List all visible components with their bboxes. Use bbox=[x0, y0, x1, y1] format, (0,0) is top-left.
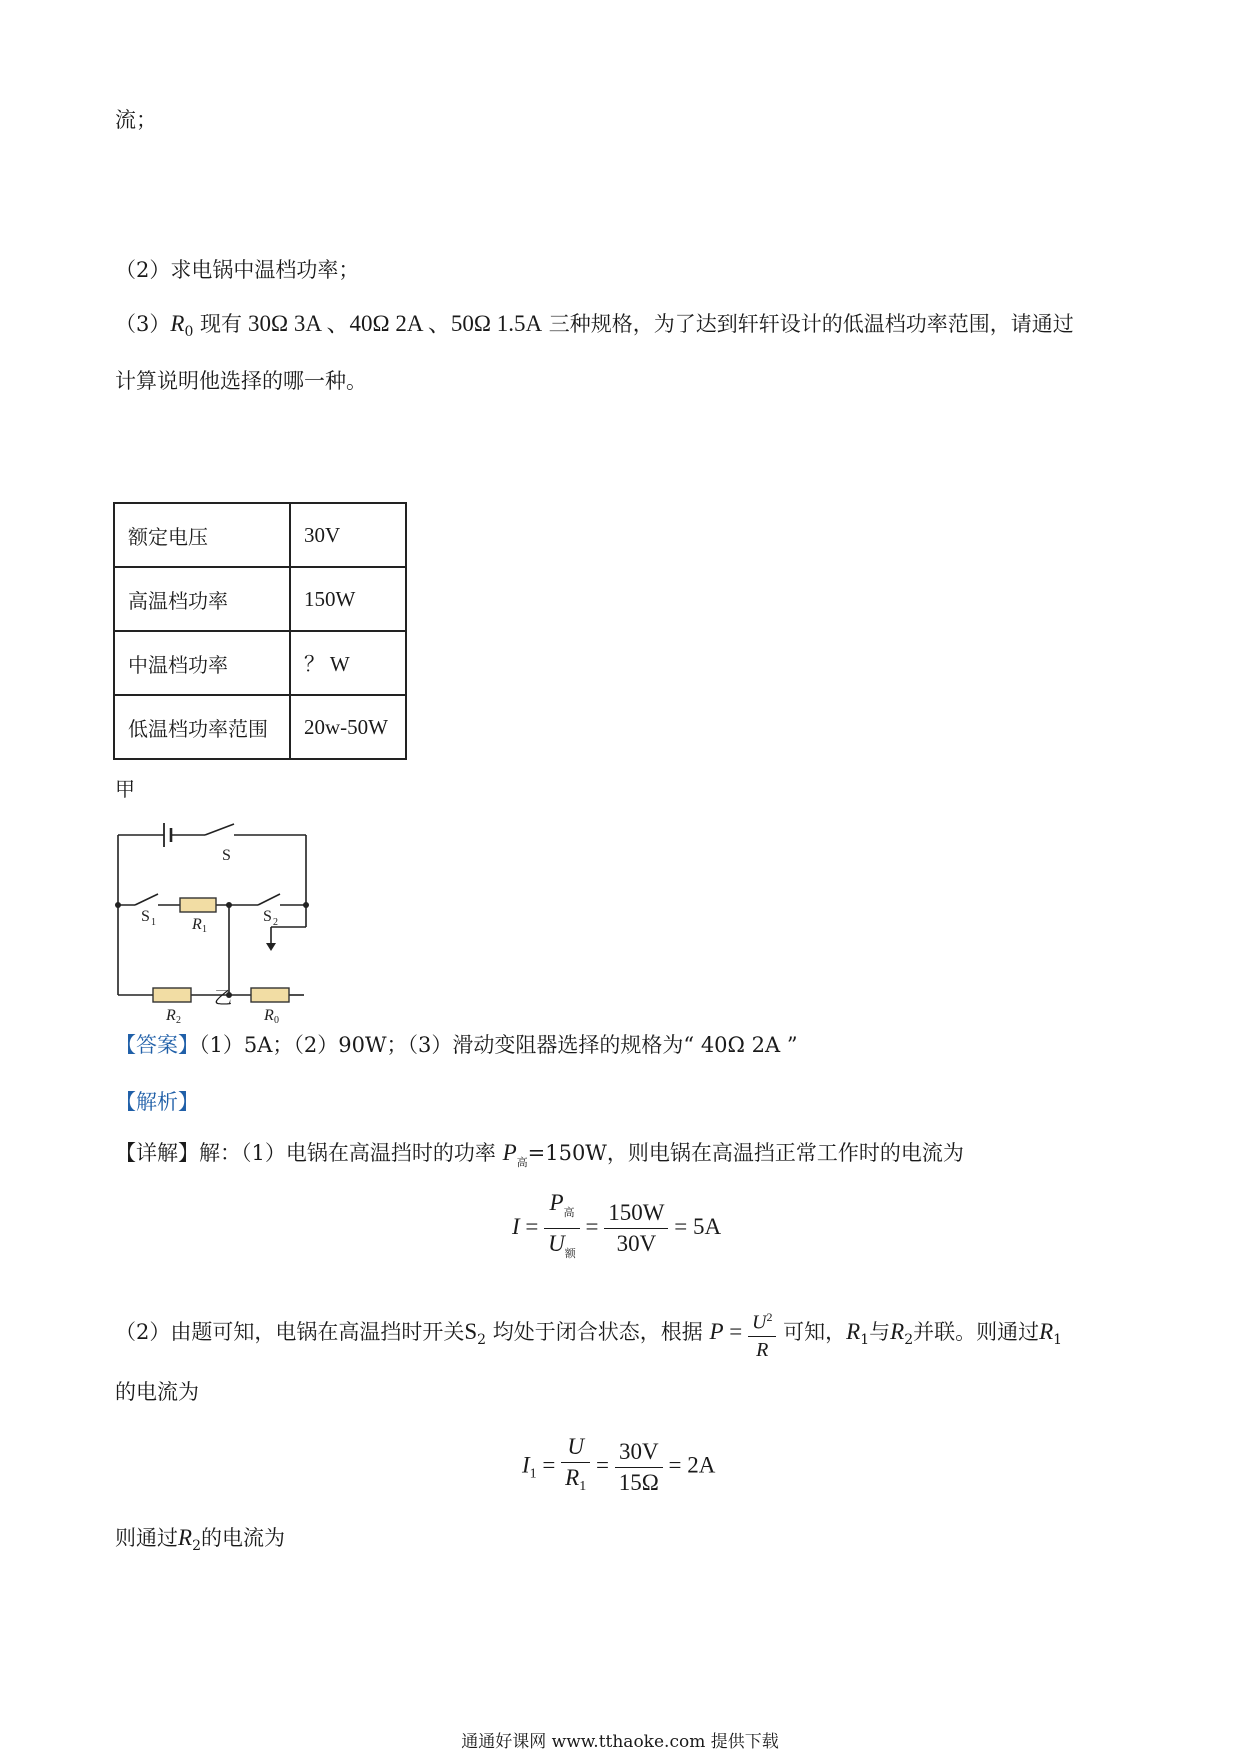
detail-P-sub: 高 bbox=[516, 1156, 528, 1169]
para2-line1: （2）由题可知，电锅在高温挡时开关$S_2$ 均处于闭合状态，根据 P = $\frac{U^2}{R}$ 可知，$R_1$与$R_2$并联。则通过$R_1$ bbox=[115, 1304, 1062, 1363]
circuit-diagram bbox=[108, 815, 318, 1026]
formula1-num-sub: 高 bbox=[563, 1207, 575, 1219]
formula1-num2: 150W bbox=[604, 1198, 668, 1229]
answer-line bbox=[115, 1031, 798, 1059]
question-3-line1 bbox=[115, 310, 1074, 346]
q3-symbol-sub: 0 bbox=[184, 324, 194, 340]
label-S: S bbox=[222, 847, 231, 864]
page-footer: 通通好课网 www.tthaoke.com 提供下载 bbox=[461, 1732, 779, 1752]
formula2-den2: 15Ω bbox=[618, 1469, 659, 1495]
answer-text: （1）5A；（2）90W；（3）滑动变阻器选择的规格为“ 40Ω 2A ” bbox=[199, 1033, 798, 1057]
table-cell-value: ？ W bbox=[290, 631, 406, 695]
detail-text-after: =150W，则电锅在高温挡正常工作时的电流为 bbox=[527, 1141, 964, 1165]
formula1-num: P bbox=[549, 1190, 564, 1215]
para2-R1b-sub: 1 bbox=[1053, 1331, 1063, 1348]
para3-before: 则通过 bbox=[115, 1526, 178, 1550]
label-R0-sub: 0 bbox=[274, 1015, 279, 1026]
label-R1-sub: 1 bbox=[202, 924, 207, 935]
formula1-den: U bbox=[548, 1231, 565, 1256]
para2-R1-sub: 1 bbox=[860, 1331, 870, 1348]
formula1-result: 5A bbox=[692, 1213, 722, 1239]
para2-before: （2）由题可知，电锅在高温挡时开关 bbox=[115, 1319, 465, 1344]
para2-R1b: R bbox=[1039, 1318, 1054, 1344]
formula-current-high: I = $\frac{P_高}{U_额}$ = $\frac{150W}{30V}$ = 5A bbox=[512, 1188, 721, 1269]
table-cell-label: 高温档功率 bbox=[114, 567, 290, 631]
table-row bbox=[114, 567, 406, 631]
para3-after: 的电流为 bbox=[200, 1526, 285, 1550]
para3-R: R bbox=[178, 1525, 193, 1550]
table-cell-value: 20w-50W bbox=[290, 695, 406, 759]
label-S1-sub: 1 bbox=[151, 917, 156, 928]
formula2-den-sub: 1 bbox=[579, 1479, 587, 1494]
formula2-den: R bbox=[565, 1465, 580, 1490]
para2-R2: R bbox=[890, 1318, 905, 1344]
circuit-caption: 乙 bbox=[214, 988, 232, 1009]
table-cell-value: 150W bbox=[290, 567, 406, 631]
question-3-line2: 计算说明他选择的哪一种。 bbox=[115, 369, 367, 393]
question-2: （2）求电锅中温档功率； bbox=[115, 258, 360, 282]
para2-R2-sub: 2 bbox=[904, 1331, 914, 1348]
spec-table bbox=[113, 502, 407, 760]
para2-frac-den: R bbox=[756, 1338, 769, 1361]
formula1-fraction bbox=[544, 1188, 580, 1269]
detail-line bbox=[115, 1139, 964, 1177]
table-row bbox=[114, 631, 406, 695]
formula1-den2: 30V bbox=[616, 1231, 657, 1256]
label-R2: R bbox=[166, 1007, 176, 1024]
formula2-lhs: I bbox=[522, 1452, 530, 1478]
para2-S: S bbox=[464, 1318, 478, 1344]
para2-tail: 并联。则通过 bbox=[913, 1319, 1040, 1344]
table-cell-label: 中温档功率 bbox=[114, 631, 290, 695]
detail-P: P bbox=[502, 1140, 517, 1165]
formula2-fraction bbox=[561, 1432, 590, 1502]
q3-prefix: （3） bbox=[115, 312, 171, 336]
label-S2: S bbox=[263, 908, 272, 925]
table-cell-label: 额定电压 bbox=[114, 503, 290, 567]
table-caption: 甲 bbox=[115, 777, 135, 801]
para3-line bbox=[115, 1524, 285, 1560]
label-S1: S bbox=[141, 908, 150, 925]
para2-and: 与 bbox=[869, 1319, 891, 1344]
answer-tag: 【答案】 bbox=[115, 1033, 199, 1057]
q3-specs: 30Ω 3A 、40Ω 2A 、50Ω 1.5A bbox=[248, 311, 543, 336]
table-row bbox=[114, 503, 406, 567]
para2-P: P bbox=[709, 1318, 724, 1344]
top-fragment: 流； bbox=[115, 108, 157, 132]
formula2-num: U bbox=[561, 1432, 590, 1463]
table-cell-label: 低温档功率范围 bbox=[114, 695, 290, 759]
formula2-fraction-values bbox=[615, 1437, 663, 1498]
para3-R-sub: 2 bbox=[192, 1538, 201, 1554]
formula2-result: 2A bbox=[687, 1452, 716, 1478]
para2-fraction bbox=[748, 1304, 776, 1363]
q3-symbol: R bbox=[170, 311, 185, 336]
para2-frac-num: U bbox=[752, 1311, 767, 1334]
formula2-lhs-sub: 1 bbox=[529, 1466, 537, 1482]
q3-rest: 三种规格，为了达到轩轩设计的低温档功率范围，请通过 bbox=[542, 312, 1074, 336]
label-R2-sub: 2 bbox=[176, 1015, 181, 1026]
formula1-fraction-values bbox=[604, 1198, 668, 1259]
para2-after: 可知， bbox=[783, 1319, 847, 1344]
label-R1: R bbox=[192, 916, 202, 933]
formula-current-r1: $I_1$ = $\frac{U}{R_1}$ = $\frac{30V}{15\Omega}$ = 2A bbox=[522, 1432, 715, 1502]
q3-mid: 现有 bbox=[193, 312, 243, 336]
table-cell-value: 30V bbox=[290, 503, 406, 567]
para2-frac-sup: 2 bbox=[766, 1310, 773, 1324]
para2-line2: 的电流为 bbox=[115, 1380, 199, 1404]
para2-mid: 均处于闭合状态，根据 bbox=[486, 1319, 703, 1344]
para2-S-sub: 2 bbox=[477, 1331, 487, 1348]
detail-tag: 【详解】 bbox=[115, 1141, 199, 1165]
detail-text-before: 解：（1）电锅在高温挡时的功率 bbox=[199, 1141, 496, 1165]
label-R0: R bbox=[264, 1007, 274, 1024]
formula1-den-sub: 额 bbox=[564, 1248, 576, 1260]
table-row bbox=[114, 695, 406, 759]
analysis-tag: 【解析】 bbox=[115, 1090, 199, 1114]
para2-R1: R bbox=[846, 1318, 861, 1344]
formula1-lhs: I bbox=[512, 1213, 520, 1239]
formula2-num2: 30V bbox=[615, 1437, 663, 1468]
label-S2-sub: 2 bbox=[273, 917, 278, 928]
